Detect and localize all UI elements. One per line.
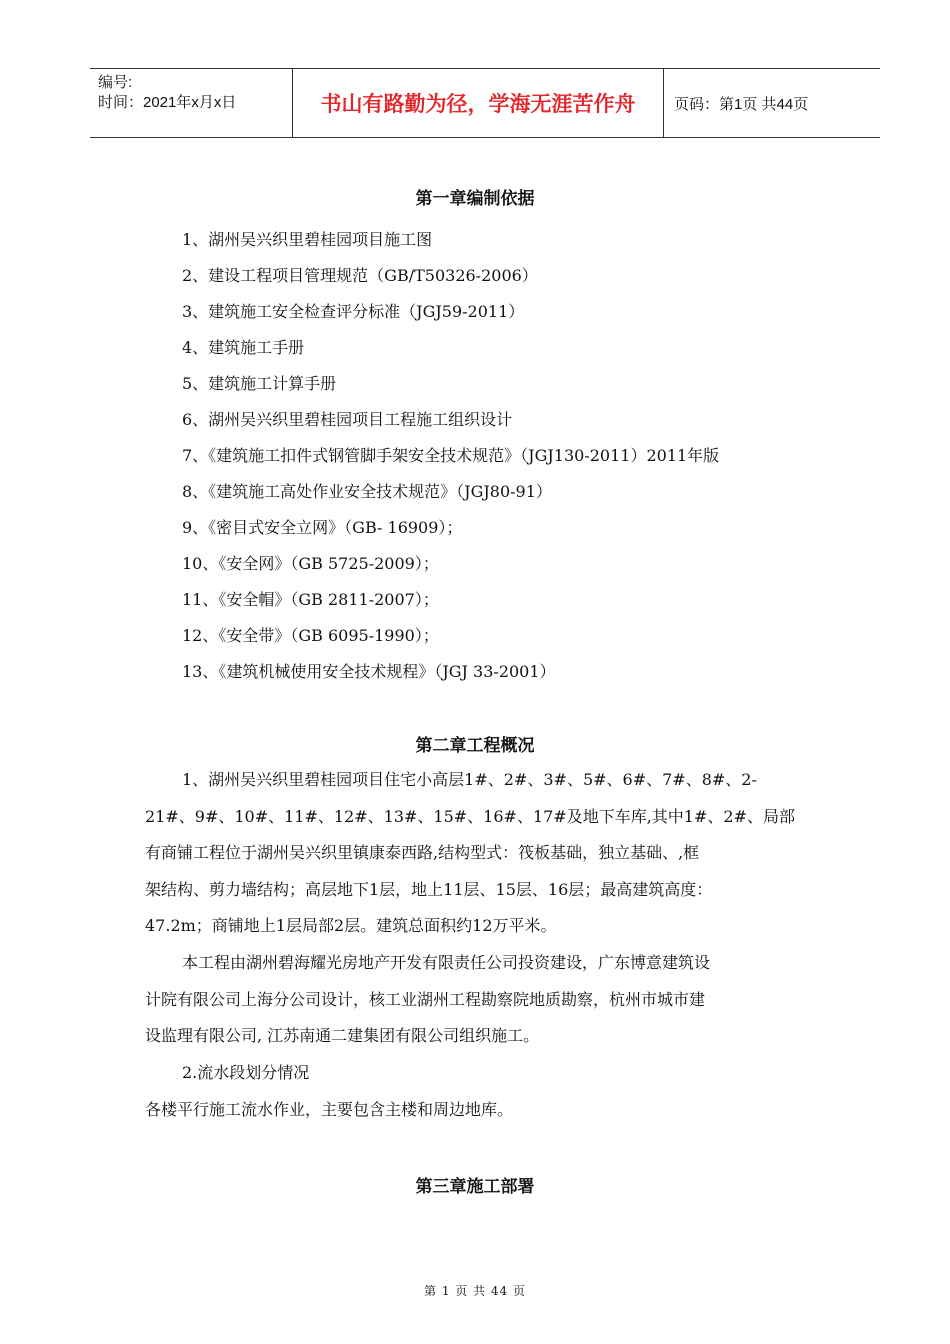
- paragraph-line: 各楼平行施工流水作业，主要包含主楼和周边地库。: [145, 1099, 514, 1119]
- paragraph-line: 本工程由湖州碧海耀光房地产开发有限责任公司投资建设，广东博意建筑设: [182, 953, 711, 972]
- paragraph-line: 1、湖州吴兴织里碧桂园项目住宅小高层1#、2#、3#、5#、6#、7#、8#、2-: [182, 770, 757, 789]
- list-item: 13、《建筑机械使用安全技术规程》（JGJ 33-2001）: [182, 662, 556, 681]
- list-item: 3、建筑施工安全检查评分标准（JGJ59-2011）: [182, 302, 525, 321]
- paragraph-line: 计院有限公司上海分公司设计，核工业湖州工程勘察院地质勘察，杭州市城市建: [145, 989, 706, 1009]
- chapter-3-title: 第三章施工部署: [415, 1177, 535, 1197]
- list-item: 12、《安全带》（GB 6095-1990）；: [182, 626, 439, 645]
- chapter-1-title: 第一章编制依据: [415, 189, 535, 209]
- paragraph-line: 设监理有限公司, 江苏南通二建集团有限公司组织施工。: [145, 1026, 540, 1046]
- list-item: 11、《安全帽》（GB 2811-2007）；: [182, 590, 439, 609]
- list-item: 7、《建筑施工扣件式钢管脚手架安全技术规范》（JGJ130-2011）2011年版: [182, 446, 720, 465]
- subheading: 2.流水段划分情况: [182, 1063, 310, 1082]
- list-item: 9、《密目式安全立网》（GB- 16909）；: [182, 518, 463, 537]
- list-item: 5、建筑施工计算手册: [182, 374, 337, 393]
- chapter-2-title: 第二章工程概况: [415, 736, 535, 756]
- list-item: 2、建设工程项目管理规范（GB/T50326-2006）: [182, 266, 538, 285]
- list-item: 10、《安全网》（GB 5725-2009）；: [182, 554, 439, 573]
- flow-section: [145, 1055, 835, 1128]
- overview-paragraph: [145, 762, 835, 945]
- paragraph-line: 有商铺工程位于湖州吴兴织里镇康泰西路,结构型式：筏板基础，独立基础、,框: [145, 843, 700, 863]
- list-item: 1、湖州吴兴织里碧桂园项目施工图: [182, 230, 433, 249]
- header-motto: 书山有路勤为径，学海无涯苦作舟: [292, 69, 664, 137]
- list-item: 6、湖州吴兴织里碧桂园项目工程施工组织设计: [182, 410, 513, 429]
- header-meta: [90, 69, 292, 137]
- document-header: [90, 68, 880, 138]
- header-page-info: 页码：第1页 共44页: [674, 95, 809, 113]
- paragraph-line: 21#、9#、10#、11#、12#、13#、15#、16#、17#及地下车库,其中1#、2#、局部: [145, 806, 795, 826]
- reference-list: [182, 226, 719, 694]
- time-label: 时间：2021年x月x日: [98, 94, 237, 111]
- page-footer: 第 1 页 共 44 页: [424, 1284, 526, 1298]
- list-item: 4、建筑施工手册: [182, 338, 305, 357]
- parties-paragraph: [145, 945, 835, 1055]
- serial-label: 编号:: [98, 74, 133, 91]
- paragraph-line: 47.2m；商铺地上1层局部2层。建筑总面积约12万平米。: [145, 916, 557, 936]
- paragraph-line: 架结构、剪力墙结构；高层地下1层，地上11层、15层、16层；最高建筑高度：: [145, 879, 713, 899]
- list-item: 8、《建筑施工高处作业安全技术规范》（JGJ80-91）: [182, 482, 552, 501]
